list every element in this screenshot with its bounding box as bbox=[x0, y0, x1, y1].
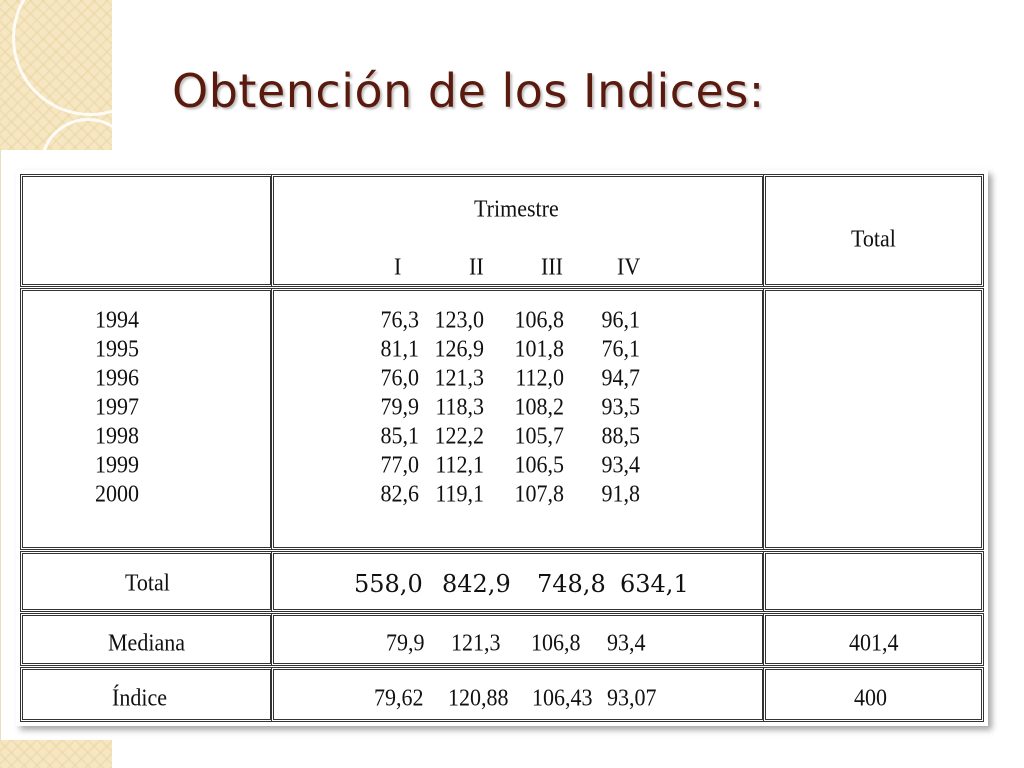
years-cell bbox=[20, 288, 273, 550]
index-q4: 93,07 bbox=[607, 683, 657, 711]
header-quarters-cell bbox=[271, 174, 765, 287]
quarter-value: 105,7 bbox=[514, 421, 564, 449]
year-label: 1998 bbox=[95, 421, 139, 449]
year-label: 1994 bbox=[95, 305, 139, 333]
year-label: 2000 bbox=[95, 479, 139, 507]
quarter-header-3: III bbox=[541, 252, 563, 280]
index-q1: 79,62 bbox=[374, 683, 424, 711]
quarter-value: 94,7 bbox=[601, 363, 640, 391]
quarter-header-1: I bbox=[394, 252, 402, 280]
quarter-value: 126,9 bbox=[434, 334, 484, 362]
median-q2: 121,3 bbox=[451, 628, 501, 656]
index-q2: 120,88 bbox=[448, 683, 509, 711]
total-q2: 842,9 bbox=[442, 570, 511, 598]
index-values-cell bbox=[271, 667, 765, 722]
decorative-band-top bbox=[0, 0, 112, 150]
trimestre-label: Trimestre bbox=[474, 194, 559, 222]
median-row-label: Mediana bbox=[108, 628, 185, 656]
total-q4: 634,1 bbox=[620, 570, 689, 598]
quarter-value: 122,2 bbox=[434, 421, 484, 449]
decorative-divider bbox=[0, 148, 1, 740]
year-label: 1999 bbox=[95, 450, 139, 478]
total-values-cell bbox=[271, 551, 765, 612]
total-q3: 748,8 bbox=[537, 570, 606, 598]
year-label: 1995 bbox=[95, 334, 139, 362]
quarter-value: 123,0 bbox=[434, 305, 484, 333]
median-q1: 79,9 bbox=[386, 628, 425, 656]
decorative-ring bbox=[12, 0, 112, 116]
quarter-header-4: IV bbox=[617, 252, 641, 280]
page-title: Obtención de los Indices: bbox=[172, 64, 765, 118]
quarter-value: 106,5 bbox=[514, 450, 564, 478]
quarter-value: 79,9 bbox=[380, 392, 419, 420]
quarter-value: 101,8 bbox=[514, 334, 564, 362]
median-label-cell bbox=[20, 613, 273, 666]
quarter-value: 106,8 bbox=[514, 305, 564, 333]
median-q4: 93,4 bbox=[607, 628, 646, 656]
quarter-value: 85,1 bbox=[380, 421, 419, 449]
quarter-value: 112,1 bbox=[435, 450, 484, 478]
quarter-value: 76,0 bbox=[380, 363, 419, 391]
quarter-value: 76,1 bbox=[601, 334, 640, 362]
quarter-value: 93,5 bbox=[601, 392, 640, 420]
median-q3: 106,8 bbox=[531, 628, 581, 656]
total-label-cell bbox=[20, 551, 273, 612]
index-row-label: Índice bbox=[112, 683, 167, 711]
header-total-cell bbox=[763, 174, 984, 287]
quarter-value: 88,5 bbox=[601, 421, 640, 449]
quarter-value: 118,3 bbox=[435, 392, 484, 420]
total-q1: 558,0 bbox=[354, 570, 423, 598]
decorative-ring bbox=[40, 118, 112, 150]
quarter-value: 121,3 bbox=[434, 363, 484, 391]
header-empty-cell bbox=[20, 174, 273, 287]
total-column-header: Total bbox=[851, 224, 896, 252]
quarter-header-2: II bbox=[469, 252, 484, 280]
quarter-value: 77,0 bbox=[380, 450, 419, 478]
median-row-total: 401,4 bbox=[849, 628, 899, 656]
quarter-value: 108,2 bbox=[514, 392, 564, 420]
median-total-cell bbox=[763, 613, 984, 666]
row-total-empty-cell bbox=[763, 288, 984, 550]
decorative-band-bottom bbox=[0, 740, 112, 768]
total-row-label: Total bbox=[125, 568, 170, 596]
quarter-value: 81,1 bbox=[380, 334, 419, 362]
total-total-cell bbox=[763, 551, 984, 612]
index-label-cell bbox=[20, 667, 273, 722]
quarter-value: 96,1 bbox=[601, 305, 640, 333]
year-label: 1997 bbox=[95, 392, 139, 420]
year-label: 1996 bbox=[95, 363, 139, 391]
values-cell bbox=[271, 288, 765, 550]
quarter-value: 112,0 bbox=[515, 363, 564, 391]
quarter-value: 76,3 bbox=[380, 305, 419, 333]
data-table bbox=[16, 170, 988, 726]
quarter-value: 119,1 bbox=[435, 479, 484, 507]
quarter-value: 93,4 bbox=[601, 450, 640, 478]
quarter-value: 91,8 bbox=[601, 479, 640, 507]
index-q3: 106,43 bbox=[532, 683, 593, 711]
index-row-total: 400 bbox=[854, 683, 887, 711]
quarter-value: 82,6 bbox=[380, 479, 419, 507]
quarter-value: 107,8 bbox=[514, 479, 564, 507]
median-values-cell bbox=[271, 613, 765, 666]
index-total-cell bbox=[763, 667, 984, 722]
